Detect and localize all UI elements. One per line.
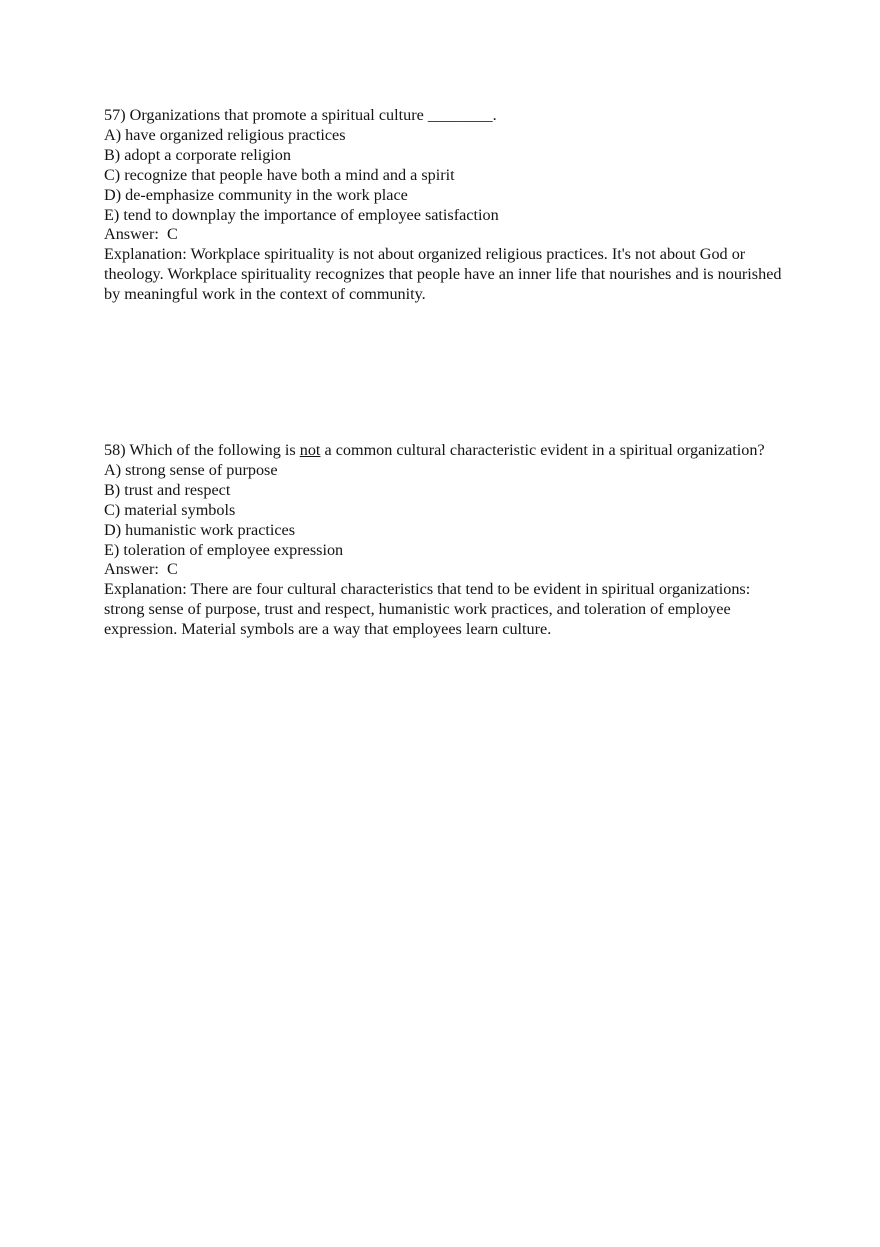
question-57 [104,106,784,305]
option-c: C) material symbols [104,500,236,519]
option-e: E) toleration of employee expression [104,540,344,559]
option-d: D) humanistic work practices [104,520,296,539]
option-a: A) have organized religious practices [104,125,346,144]
answer: Answer: C [104,560,178,579]
question-stem-end: a common cultural characteristic evident in a spiritual organization? [320,441,765,459]
option-d: D) de-emphasize community in the work place [104,185,408,204]
question-stem: 57) Organizations that promote a spiritual culture ________. [104,106,497,124]
underlined-word: not [299,441,321,459]
option-e: E) tend to downplay the importance of employee satisfaction [104,205,499,224]
explanation: Explanation: There are four cultural characteristics that tend to be evident in spiritual organizations: strong sense of purpose, trust and respect, humanistic work practices, and toleration of employee expression. Material symbols are a way that employees learn culture. [104,580,751,639]
option-a: A) strong sense of purpose [104,460,278,479]
answer: Answer: C [104,225,178,244]
explanation: Explanation: Workplace spirituality is not about organized religious practices. It's not about God or theology. Workplace spirituality recognizes that people have an inner life that nourishes and is nourished by meaningful work in the context of community. [104,245,782,304]
option-b: B) adopt a corporate religion [104,145,291,164]
question-stem-start: 58) Which of the following is [104,441,300,459]
option-b: B) trust and respect [104,480,231,499]
question-58 [104,441,784,640]
option-c: C) recognize that people have both a mind and a spirit [104,165,455,184]
question-stem [104,441,784,461]
